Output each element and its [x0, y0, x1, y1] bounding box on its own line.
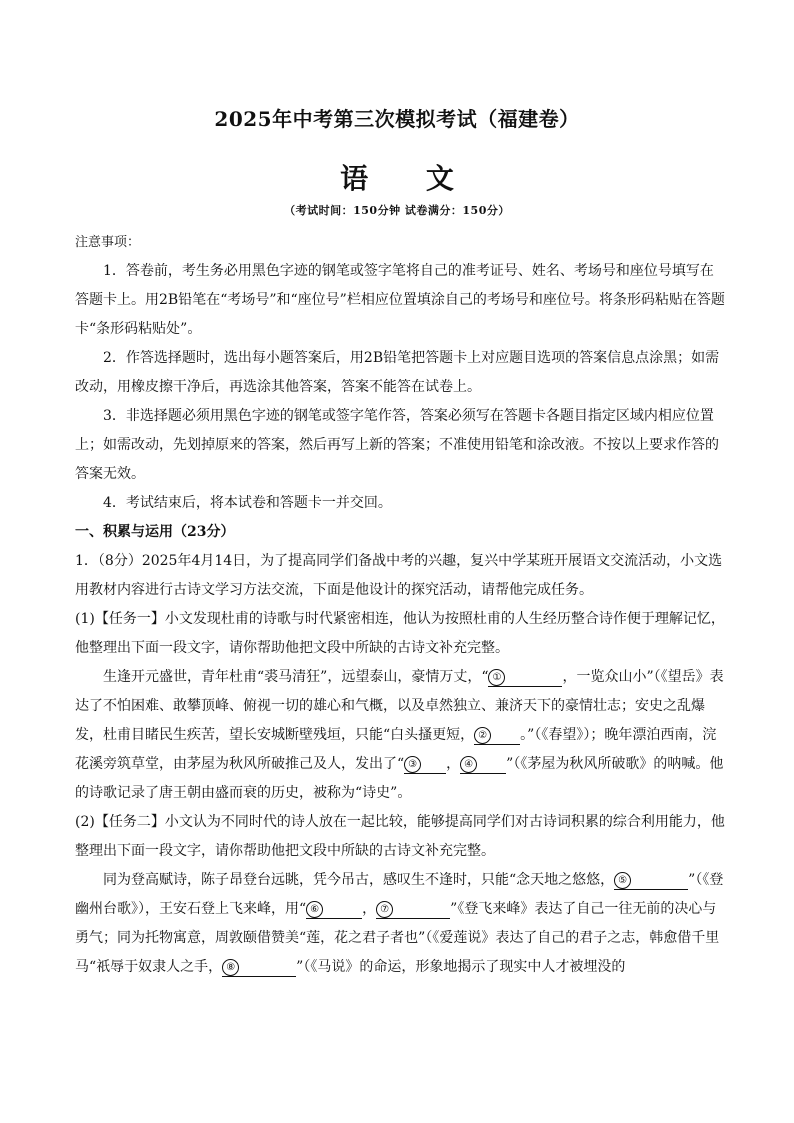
blank-number: ⑧ [222, 959, 239, 976]
blank-number: ③ [404, 756, 421, 773]
section-heading: 一、积累与运用（23分） [75, 524, 235, 540]
answer-blank-3[interactable] [404, 755, 446, 774]
subject-title: 语 文 [340, 162, 478, 195]
notice-item: 3．非选择题必须用黑色字迹的钢笔或签字笔作答，答案必须写在答题卡各题目指定区域内相应位置上；如需改动，先划掉原来的答案，然后再写上新的答案；不准使用铅笔和涂改液。不按以上要求作答的答案无效。 [75, 408, 719, 482]
answer-blank-2[interactable] [474, 726, 520, 745]
answer-blank-5[interactable] [614, 871, 688, 890]
task-1-intro: (1)【任务一】小文发现杜甫的诗歌与时代紧密相连，他认为按照杜甫的人生经历整合诗作便于理解记忆，他整理出下面一段文字，请你帮助他把文段中所缺的古诗文补充完整。 [75, 611, 725, 656]
answer-blank-4[interactable] [460, 755, 506, 774]
notice-heading: 注意事项： [75, 235, 141, 250]
blank-number: ① [488, 669, 505, 686]
blank-number: ⑥ [306, 901, 323, 918]
blank-number: ⑤ [614, 872, 631, 889]
answer-blank-7[interactable] [376, 900, 450, 919]
blank-number: ② [474, 727, 491, 744]
task-2-passage: 同为登高赋诗，陈子昂登台远眺，凭今吊古，感叹生不逢时，只能“念天地之悠悠， ⑤ ”（《登幽州台歌》），王安石登上飞来峰，用“ ⑥ ， ⑦ ”《登飞来峰》表达了自己一往无前的决心与勇气；同为托物寓意，周敦颐借赞美“莲，花之君子者也”（《爱莲说》表达了自己的君子之志，韩愈借千里马“祇辱于奴隶人之手， ⑧ ”（《马说》的命运，形象地揭示了现实中人才被埋没的 [75, 872, 724, 975]
notice-item: 1．答卷前，考生务必用黑色字迹的钢笔或签字笔将自己的准考证号、姓名、考场号和座位号填写在答题卡上。用2B铅笔在“考场号”和“座位号”栏相应位置填涂自己的考场号和座位号。将条形码粘贴在答题卡“条形码粘贴处”。 [75, 263, 725, 337]
exam-time-score: （考试时间：150分钟 试卷满分：150分） [284, 204, 510, 217]
answer-blank-6[interactable] [306, 900, 362, 919]
question-1-intro: 1．（8分）2025年4月14日，为了提高同学们备战中考的兴趣，复兴中学某班开展语文交流活动，小文选用教材内容进行古诗文学习方法交流，下面是他设计的探究活动，请帮他完成任务。 [75, 553, 723, 598]
exam-title: 2025年中考第三次模拟考试（福建卷） [214, 107, 580, 131]
answer-blank-8[interactable] [222, 958, 296, 977]
blank-number: ⑦ [376, 901, 393, 918]
task-1-passage: 生逢开元盛世，青年杜甫“裘马清狂”，远望泰山，豪情万丈，“ ① ，一览众山小”（《望岳》表达了不怕困难、敢攀顶峰、俯视一切的雄心和气概，以及卓然独立、兼济天下的豪情壮志；安史之乱爆发，杜甫目睹民生疾苦，望长安城断壁残垣，只能“白头搔更短， ② 。”（《春望》）；晚年漂泊西南，浣花溪旁筑草堂，由茅屋为秋风所破推己及人，发出了“ ③ ， ④ ”（《茅屋为秋风所破歌》的呐喊。他的诗歌记录了唐王朝由盛而衰的历史，被称为“诗史”。 [75, 669, 724, 801]
task-2-intro: (2)【任务二】小文认为不同时代的诗人放在一起比较，能够提高同学们对古诗词积累的综合利用能力，他整理出下面一段文字，请你帮助他把文段中所缺的古诗文补充完整。 [75, 814, 725, 859]
notice-item: 2．作答选择题时，选出每小题答案后，用2B铅笔把答题卡上对应题目选项的答案信息点涂黑；如需改动，用橡皮擦干净后，再选涂其他答案，答案不能答在试卷上。 [75, 350, 720, 395]
answer-blank-1[interactable] [488, 668, 562, 687]
notice-item: 4．考试结束后，将本试卷和答题卡一并交回。 [103, 495, 392, 511]
blank-number: ④ [460, 756, 477, 773]
exam-body [75, 228, 725, 982]
